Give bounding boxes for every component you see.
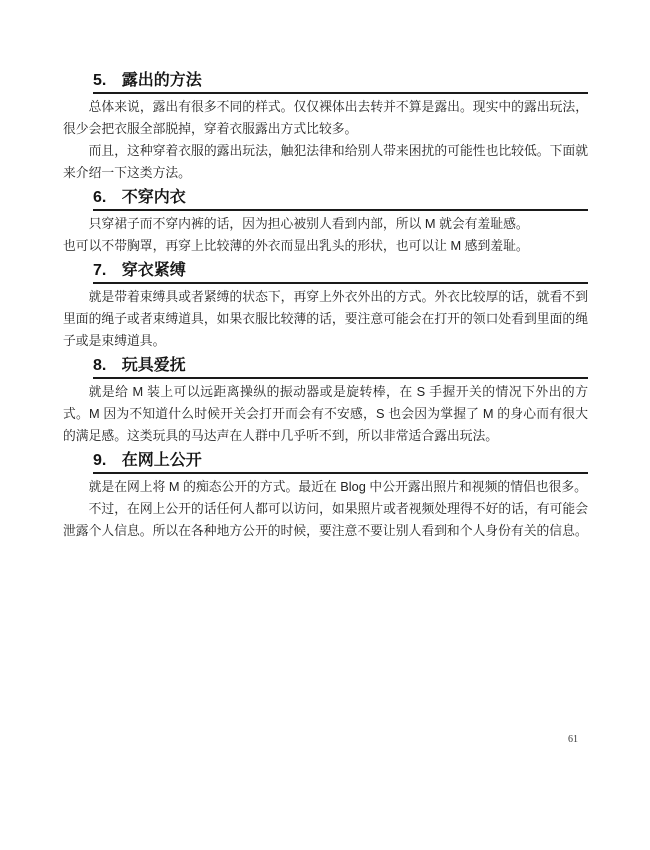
- section-title: 在网上公开: [121, 452, 202, 469]
- section-heading: [93, 452, 588, 474]
- section-number: 5.: [93, 72, 107, 89]
- paragraph: 就是给 M 装上可以远距离操纵的振动器或是旋转棒，在 S 手握开关的情况下外出的方式。M 因为不知道什么时候开关会打开而会有不安感，S 也会因为掌握了 M 的身心而有很大的满足感。这类玩具的马达声在人群中几乎听不到，所以非常适合露出玩法。: [63, 384, 588, 443]
- section-9: [63, 452, 588, 542]
- paragraph: 就是带着束缚具或者紧缚的状态下，再穿上外衣外出的方式。外衣比较厚的话，就看不到里面的绳子或者束缚道具，如果衣服比较薄的话，要注意可能会在打开的领口处看到里面的绳子或是束缚道具。: [63, 289, 588, 348]
- document-content: [63, 72, 588, 542]
- section-heading: [93, 72, 588, 94]
- paragraph: 总体来说，露出有很多不同的样式。仅仅裸体出去转并不算是露出。现实中的露出玩法，很少会把衣服全部脱掉，穿着衣服露出方式比较多。: [63, 99, 588, 136]
- section-title: 露出的方法: [121, 72, 202, 89]
- section-heading: [93, 262, 588, 284]
- section-number: 9.: [93, 452, 107, 469]
- section-title: 穿衣紧缚: [121, 262, 186, 279]
- section-8: [63, 357, 588, 447]
- section-heading: [93, 357, 588, 379]
- section-heading: [93, 189, 588, 211]
- section-6: [63, 189, 588, 257]
- paragraph: 就是在网上将 M 的痴态公开的方式。最近在 Blog 中公开露出照片和视频的情侣也很多。: [88, 479, 587, 494]
- section-number: 8.: [93, 357, 107, 374]
- section-title: 玩具爱抚: [121, 357, 186, 374]
- section-7: [63, 262, 588, 352]
- paragraph: 只穿裙子而不穿内裤的话，因为担心被别人看到内部，所以 M 就会有羞耻感。: [88, 216, 529, 231]
- paragraph: 也可以不带胸罩，再穿上比较薄的外衣而显出乳头的形状，也可以让 M 感到羞耻。: [63, 238, 529, 253]
- page-number: 61: [568, 734, 578, 745]
- section-5: [63, 72, 588, 184]
- section-number: 7.: [93, 262, 107, 279]
- section-number: 6.: [93, 189, 107, 206]
- section-title: 不穿内衣: [121, 189, 186, 206]
- paragraph: 不过，在网上公开的话任何人都可以访问，如果照片或者视频处理得不好的话，有可能会泄露个人信息。所以在各种地方公开的时候，要注意不要让别人看到和个人身份有关的信息。: [63, 501, 588, 538]
- paragraph: 而且，这种穿着衣服的露出玩法，触犯法律和给别人带来困扰的可能性也比较低。下面就来介绍一下这类方法。: [63, 143, 588, 180]
